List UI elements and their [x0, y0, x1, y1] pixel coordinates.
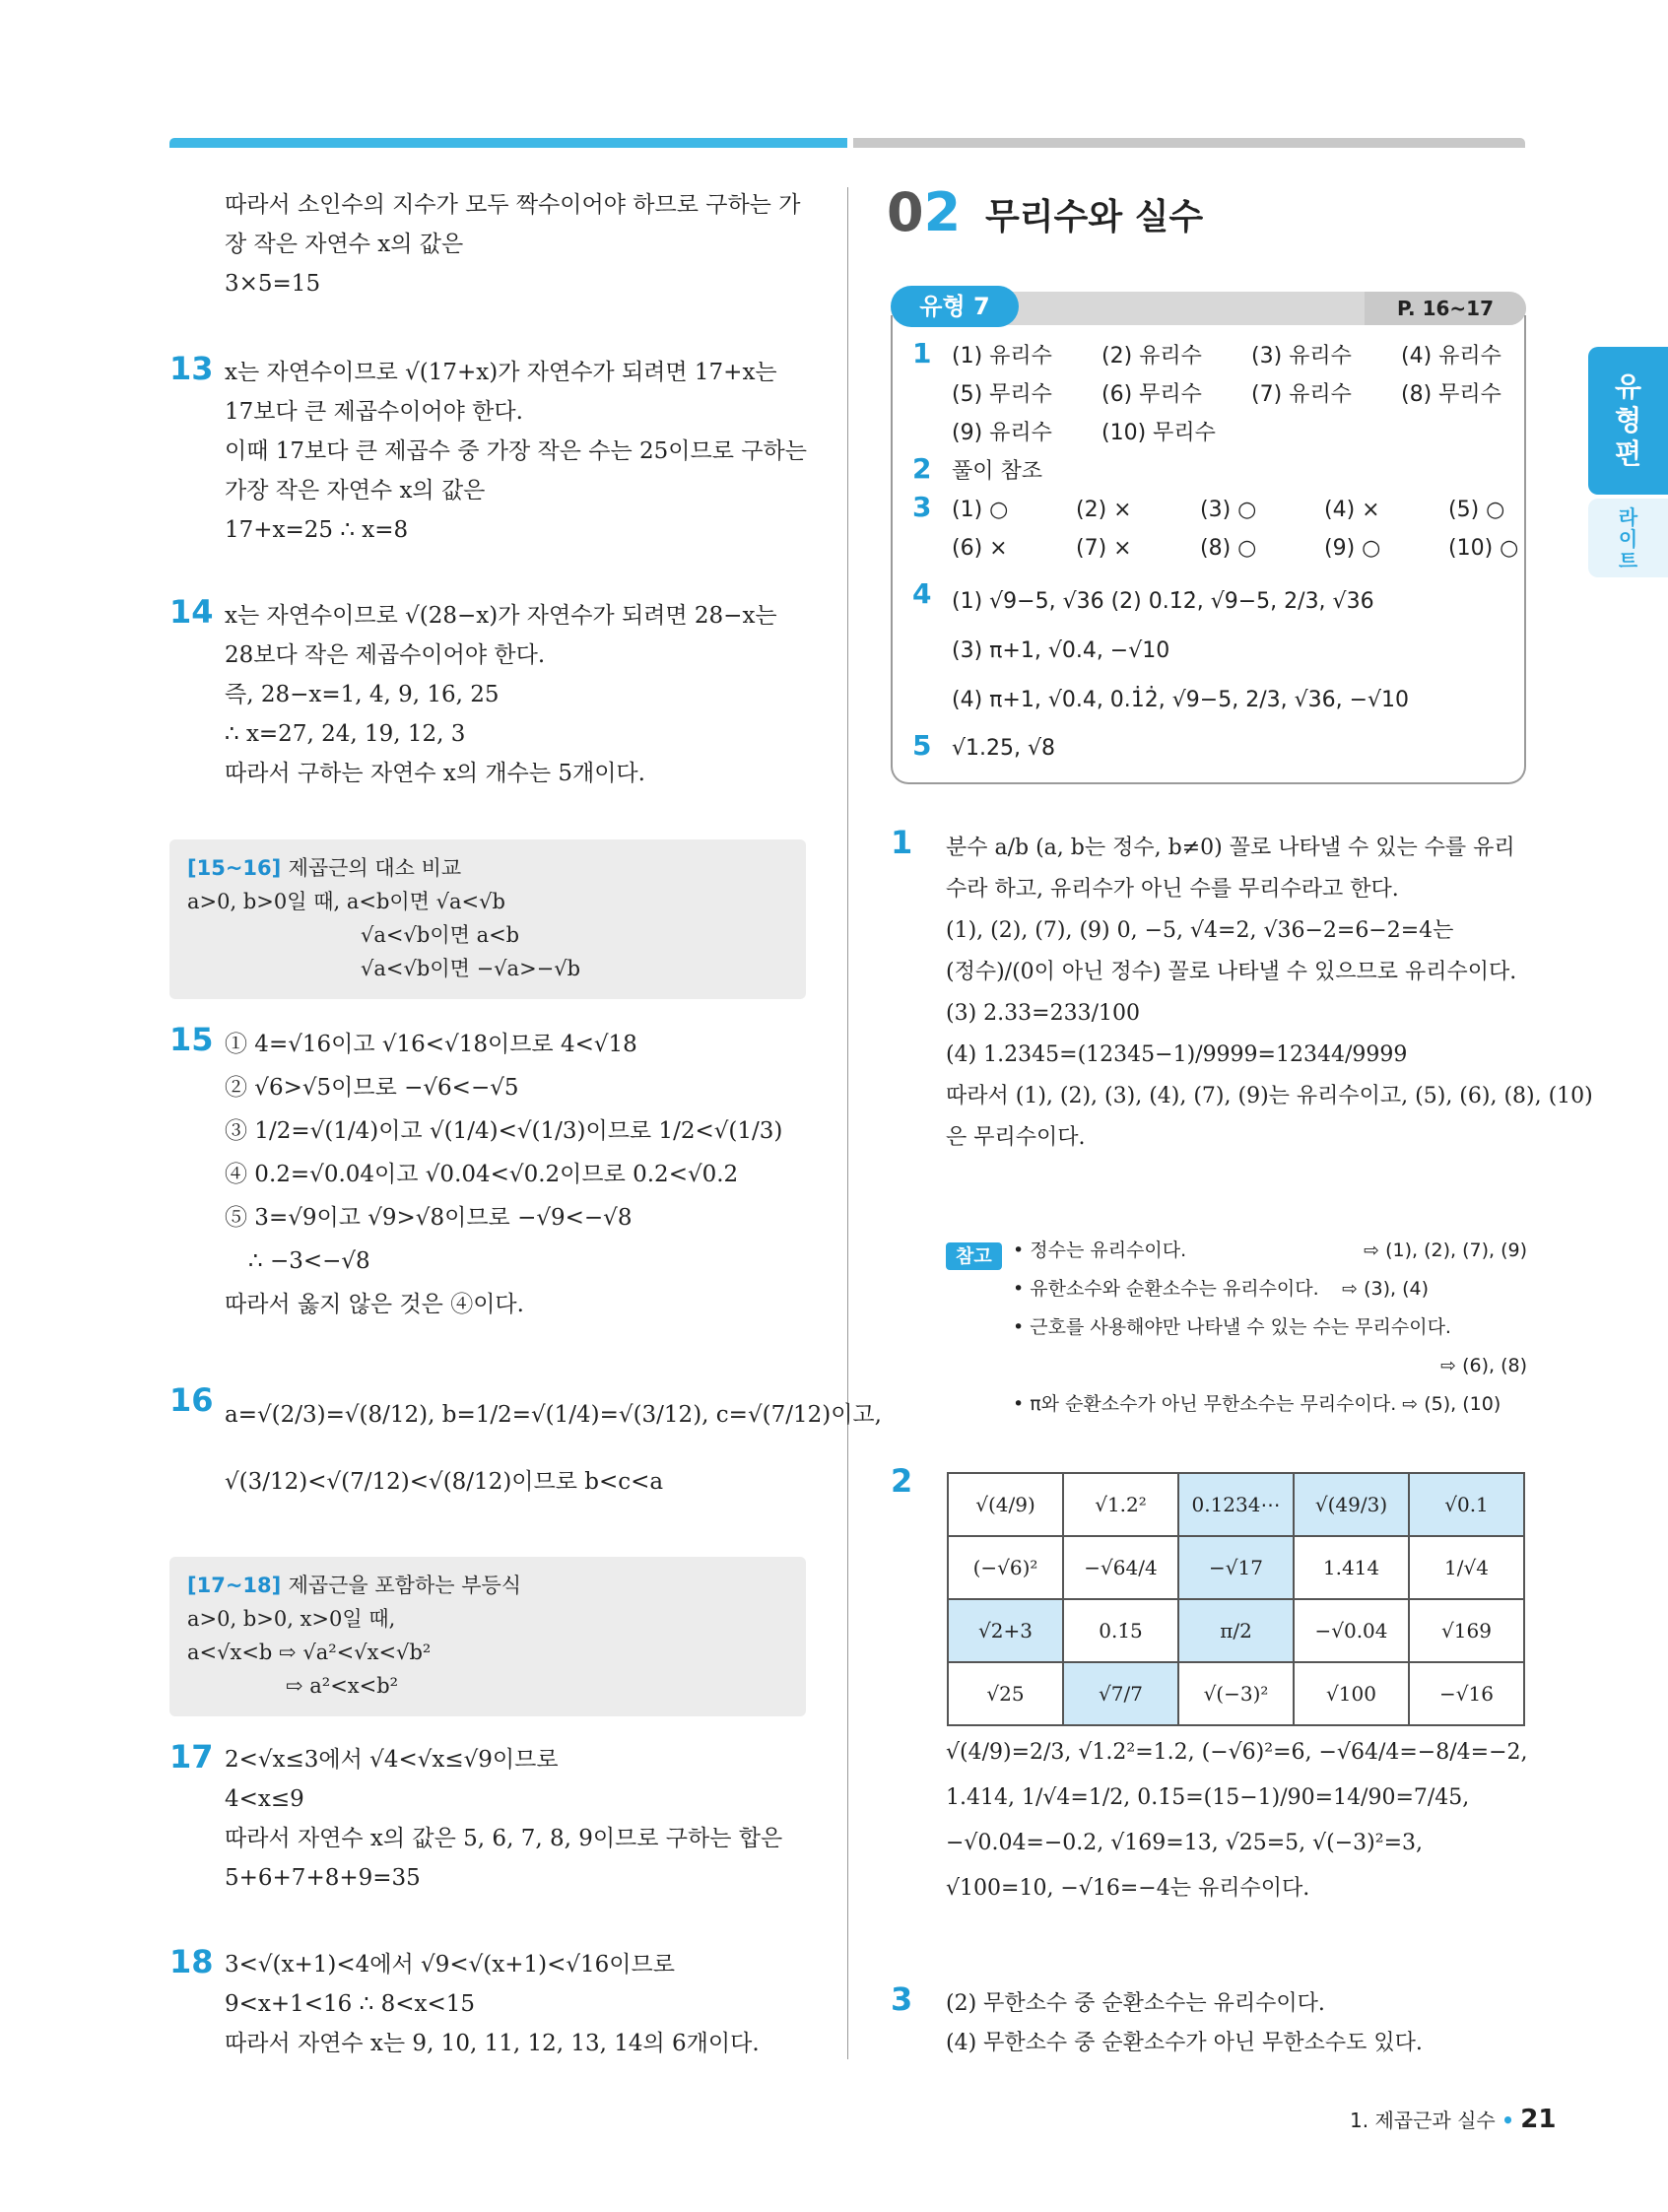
footer-dot: • — [1501, 2109, 1514, 2132]
tip-box-inequality — [169, 1557, 806, 1716]
table-row — [948, 1599, 1524, 1662]
answer-number: 2 — [912, 452, 932, 485]
answer-item: (9) 유리수 — [952, 421, 1052, 445]
text-line: ∴ x=27, 24, 19, 12, 3 — [225, 721, 466, 747]
text-line: −√0.04=−0.2, √169=13, √25=5, √(−3)²=3, — [946, 1831, 1423, 1855]
answer-item: (3) 유리수 — [1251, 344, 1352, 369]
question-number: 14 — [169, 593, 214, 631]
table-cell: 0.1234⋯ — [1178, 1473, 1294, 1536]
answer-item: (5) 무리수 — [952, 382, 1052, 407]
answer-item: (5) ○ — [1448, 498, 1505, 522]
question-number: 17 — [169, 1738, 214, 1776]
text-line: (4) 무한소수 중 순환소수가 아닌 무한소수도 있다. — [946, 2031, 1423, 2055]
reference-tag: 참고 — [946, 1242, 1002, 1270]
text-line: √a<√b이면 a<b — [361, 923, 520, 947]
text-line: ⇨ a²<x<b² — [286, 1674, 399, 1698]
answer-3-grid — [952, 491, 1527, 568]
type-label: 유형 7 — [891, 286, 1019, 327]
question-number: 13 — [169, 350, 214, 387]
answer-1-grid — [952, 337, 1519, 452]
text-line: 이때 17보다 큰 제곱수 중 가장 작은 수는 25이므로 구하는 — [225, 438, 807, 464]
classification-table — [947, 1472, 1525, 1726]
chapter-title: 1. 제곱근과 실수 — [1350, 2109, 1496, 2132]
table-cell: √25 — [948, 1662, 1063, 1725]
answer-item: (9) ○ — [1324, 536, 1381, 561]
answer-number: 1 — [912, 337, 932, 369]
text-line: √100=10, −√16=−4는 유리수이다. — [946, 1876, 1310, 1901]
text-line: (정수)/(0이 아닌 정수) 꼴로 나타낼 수 있으므로 유리수이다. — [946, 960, 1517, 984]
top-bar-right — [853, 138, 1525, 148]
side-tab-light[interactable]: 라이트 — [1588, 499, 1668, 577]
answer-item: (6) × — [952, 536, 1008, 561]
text-line: 9<x+1<16 ∴ 8<x<15 — [225, 1991, 475, 2017]
page-number: 21 — [1520, 2105, 1557, 2134]
column-divider — [847, 187, 848, 2059]
answer-item: (8) ○ — [1200, 536, 1257, 561]
table-cell: 1.414 — [1294, 1536, 1409, 1599]
answer-item: (1) ○ — [952, 498, 1009, 522]
text-line: 17+x=25 ∴ x=8 — [225, 517, 409, 543]
q16-solution — [225, 1381, 882, 1515]
reference-text: • π와 순환소수가 아닌 무한소수는 무리수이다. ⇨ (5), (10) — [1013, 1393, 1501, 1415]
text-line: 수라 하고, 유리수가 아닌 수를 무리수라고 한다. — [946, 877, 1399, 902]
text-line: 즉, 28−x=1, 4, 9, 16, 25 — [225, 682, 500, 707]
text-line: 28보다 작은 제곱수이어야 한다. — [225, 642, 546, 668]
answer-item: (10) ○ — [1448, 536, 1519, 561]
solution-number: 1 — [891, 824, 913, 861]
type-page-ref: P. 16~17 — [1365, 292, 1526, 325]
table-cell: √1.2² — [1063, 1473, 1178, 1536]
text-line: 따라서 자연수 x는 9, 10, 11, 12, 13, 14의 6개이다. — [225, 2031, 760, 2056]
question-number: 16 — [169, 1381, 214, 1419]
reference-notes — [946, 1232, 1527, 1424]
answer-item: (4) × — [1324, 498, 1380, 522]
text-line: ④ 0.2=√0.04이고 √0.04<√0.2이므로 0.2<√0.2 — [225, 1162, 739, 1187]
text-line: x는 자연수이므로 √(28−x)가 자연수가 되려면 28−x는 — [225, 603, 777, 629]
text-line: a>0, b>0, x>0일 때, — [187, 1607, 396, 1631]
table-cell: 1/√4 — [1409, 1536, 1524, 1599]
reference-text: • 정수는 유리수이다. — [1013, 1240, 1187, 1261]
reference-arrow: ⇨ (6), (8) — [1440, 1355, 1527, 1376]
text-line: x는 자연수이므로 √(17+x)가 자연수가 되려면 17+x는 — [225, 360, 777, 385]
answer-number: 5 — [912, 729, 932, 762]
text-line: 17보다 큰 제곱수이어야 한다. — [225, 399, 523, 425]
text-line: a>0, b>0일 때, a<b이면 √a<√b — [187, 890, 505, 913]
text-line: √(4/9)=2/3, √1.2²=1.2, (−√6)²=6, −√64/4=−8/4=−2, — [946, 1740, 1528, 1765]
table-row — [948, 1536, 1524, 1599]
answer-4-lines — [952, 577, 1409, 725]
text-line: (4) 1.2̇34̇5=(12345−1)/9999=12344/9999 — [946, 1042, 1408, 1067]
text-line: 따라서 옳지 않은 것은 ④이다. — [225, 1292, 524, 1317]
page-footer — [1350, 2105, 1556, 2134]
answer-item: (7) 유리수 — [1251, 382, 1352, 407]
table-cell: √(−3)² — [1178, 1662, 1294, 1725]
table-cell: (−√6)² — [948, 1536, 1063, 1599]
text-line: 1.414, 1/√4=1/2, 0.1̇5=(15−1)/90=14/90=7/45, — [946, 1785, 1470, 1810]
answer-item: (2) 유리수 — [1101, 344, 1202, 369]
answer-number: 3 — [912, 491, 932, 523]
question-number: 15 — [169, 1021, 214, 1058]
answer-item: (7) × — [1076, 536, 1132, 561]
table-cell: −√64/4 — [1063, 1536, 1178, 1599]
q15-solution — [225, 1023, 782, 1326]
intro-text — [225, 185, 800, 303]
text-line: 분수 a/b (a, b는 정수, b≠0) 꼴로 나타낼 수 있는 수를 유리 — [946, 836, 1515, 860]
table-cell: √100 — [1294, 1662, 1409, 1725]
answer-item: (10) 무리수 — [1101, 421, 1216, 445]
answer-line: (1) √9−5, √36 (2) 0.1̇2̇, √9−5, 2/3, √36 — [952, 589, 1374, 614]
table-cell: √0.1 — [1409, 1473, 1524, 1536]
text-line: 장 작은 자연수 x의 값은 — [225, 232, 464, 257]
solution-number: 2 — [891, 1462, 913, 1500]
text-line: √a<√b이면 −√a>−√b — [361, 957, 581, 980]
answer-item: (1) 유리수 — [952, 344, 1052, 369]
text-line: 가장 작은 자연수 x의 값은 — [225, 478, 486, 503]
text-line: 따라서 소인수의 지수가 모두 짝수이어야 하므로 구하는 가 — [225, 192, 801, 218]
side-tab-type[interactable]: 유형편 — [1588, 347, 1668, 495]
table-cell: √7/7 — [1063, 1662, 1178, 1725]
reference-text: • 근호를 사용해야만 나타낼 수 있는 수는 무리수이다. — [1013, 1316, 1451, 1338]
solution-2 — [946, 1730, 1528, 1911]
text-line: ③ 1/2=√(1/4)이고 √(1/4)<√(1/3)이므로 1/2<√(1/3) — [225, 1118, 783, 1144]
q14-solution — [225, 596, 777, 793]
section-title: 무리수와 실수 — [985, 197, 1204, 237]
q18-solution — [225, 1945, 760, 2063]
tip-box-comparison — [169, 839, 806, 999]
text-line: 은 무리수이다. — [946, 1125, 1086, 1150]
solution-3 — [946, 1984, 1423, 2063]
table-cell: √2+3 — [948, 1599, 1063, 1662]
text-line: ∴ −3<−√8 — [248, 1248, 370, 1274]
reference-text: • 유한소수와 순환소수는 유리수이다. — [1013, 1278, 1319, 1300]
answer-2-text: 풀이 참조 — [952, 459, 1043, 484]
table-cell: −√0.04 — [1294, 1599, 1409, 1662]
section-number: 02 — [887, 181, 962, 243]
answer-item: (2) × — [1076, 498, 1132, 522]
solution-number: 3 — [891, 1980, 913, 2018]
answer-item: (8) 무리수 — [1401, 382, 1501, 407]
question-number: 18 — [169, 1943, 214, 1980]
text-line: (1), (2), (7), (9) 0, −5, √4=2, √36−2=6−2=4는 — [946, 918, 1454, 943]
solution-1 — [946, 828, 1593, 1159]
reference-arrow: ⇨ (1), (2), (7), (9) — [1364, 1240, 1527, 1261]
answer-number: 4 — [912, 577, 932, 610]
answer-line: (4) π+1, √0.4, 0.1̇2̇, √9−5, 2/3, √36, −√10 — [952, 688, 1410, 712]
table-cell: −√16 — [1409, 1662, 1524, 1725]
text-line: a=√(2/3)=√(8/12), b=1/2=√(1/4)=√(3/12), c=√(7/12)이고, — [225, 1402, 882, 1428]
text-line: a<√x<b ⇨ √a²<√x<√b² — [187, 1641, 432, 1664]
q13-solution — [225, 353, 807, 550]
table-cell: π/2 — [1178, 1599, 1294, 1662]
top-bar-left — [169, 138, 847, 148]
table-row — [948, 1662, 1524, 1725]
text-line: ⑤ 3=√9이고 √9>√8이므로 −√9<−√8 — [225, 1205, 633, 1231]
text-line: (2) 무한소수 중 순환소수는 유리수이다. — [946, 1991, 1325, 2016]
q17-solution — [225, 1740, 782, 1898]
text-line: 따라서 (1), (2), (3), (4), (7), (9)는 유리수이고, (5), (6), (8), (10) — [946, 1084, 1593, 1108]
tip-box-title: [15~16] 제곱근의 대소 비교 — [187, 856, 462, 880]
answer-item: (4) 유리수 — [1401, 344, 1501, 369]
text-line: 따라서 구하는 자연수 x의 개수는 5개이다. — [225, 761, 645, 786]
text-line: √(3/12)<√(7/12)<√(8/12)이므로 b<c<a — [225, 1469, 664, 1495]
table-cell: √(4/9) — [948, 1473, 1063, 1536]
text-line: 4<x≤9 — [225, 1786, 304, 1812]
text-line: 3×5=15 — [225, 271, 321, 297]
text-line: (3) 2.33=233/100 — [946, 1001, 1140, 1026]
text-line: 따라서 자연수 x의 값은 5, 6, 7, 8, 9이므로 구하는 합은 — [225, 1826, 783, 1851]
table-cell: √169 — [1409, 1599, 1524, 1662]
answer-5-text: √1.25, √8 — [952, 736, 1056, 761]
reference-arrow: ⇨ (3), (4) — [1342, 1278, 1429, 1300]
answer-item: (3) ○ — [1200, 498, 1257, 522]
table-row — [948, 1473, 1524, 1536]
text-line: ② √6>√5이므로 −√6<−√5 — [225, 1075, 519, 1101]
text-line: 5+6+7+8+9=35 — [225, 1865, 421, 1891]
table-cell: 0.1̇5 — [1063, 1599, 1178, 1662]
text-line: 3<√(x+1)<4에서 √9<√(x+1)<√16이므로 — [225, 1952, 675, 1977]
text-line: 2<√x≤3에서 √4<√x≤√9이므로 — [225, 1747, 559, 1773]
tip-box-title: [17~18] 제곱근을 포함하는 부등식 — [187, 1574, 522, 1597]
answer-line: (3) π+1, √0.4, −√10 — [952, 638, 1170, 663]
answer-item: (6) 무리수 — [1101, 382, 1202, 407]
text-line: ① 4=√16이고 √16<√18이므로 4<√18 — [225, 1032, 637, 1057]
table-cell: −√17 — [1178, 1536, 1294, 1599]
table-cell: √(49/3) — [1294, 1473, 1409, 1536]
